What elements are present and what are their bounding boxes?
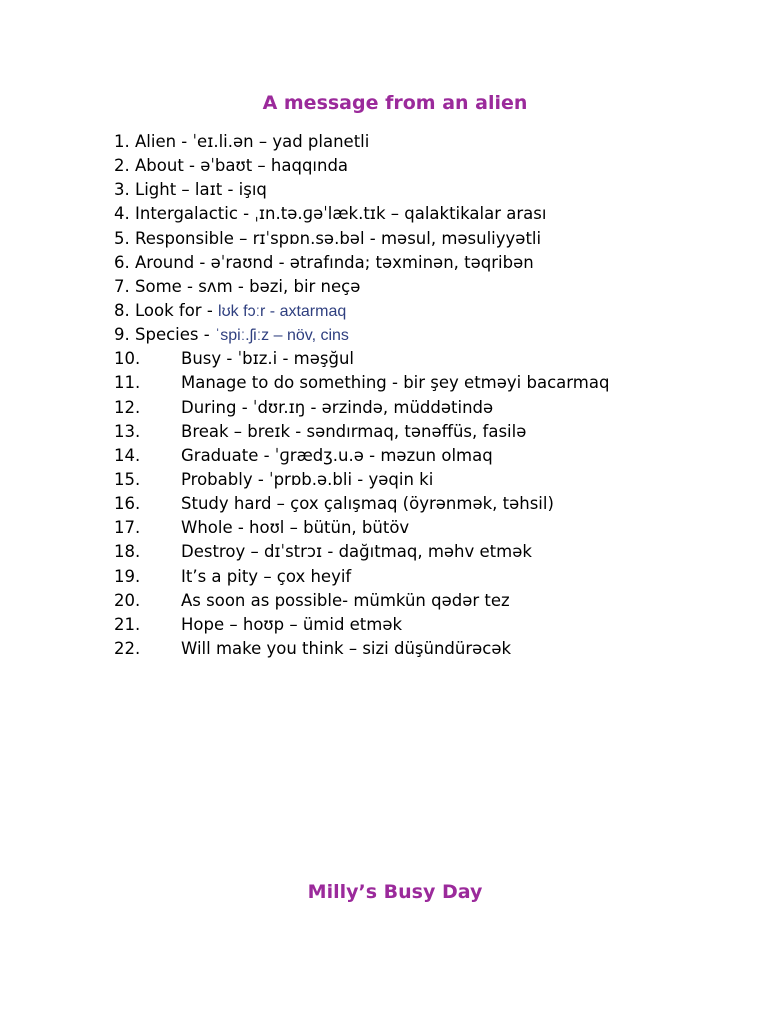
item-text: Break – breɪk - səndırmaq, tənəffüs, fasilə [181,421,527,441]
section-title: Milly’s Busy Day [307,881,483,903]
item-number: 14. [114,445,141,465]
vocabulary-list [114,130,609,661]
vocab-item [114,396,609,420]
item-text: Alien - ˈeɪ.li.ən – yad planetli [135,132,370,151]
vocab-item [114,420,609,444]
vocab-item [114,347,609,371]
item-number: 6. [114,252,130,272]
vocab-item [114,154,609,178]
vocab-item [114,516,609,540]
item-text-alt: lʊk fɔːr - axtarmaq [218,302,347,320]
vocab-item [114,299,609,323]
item-number: 8. [114,300,130,320]
item-text-alt: ˈspiː.ʃiːz – növ, cins [214,327,349,345]
item-text: Busy - ˈbɪz.i - məşğul [181,349,354,369]
vocab-item [114,613,609,637]
item-text: Responsible – rɪˈspɒn.sə.bəl - məsul, məsuliyyətli [135,228,542,248]
item-text: Hope – hoʊp – ümid etmək [181,614,403,634]
item-text: Intergalactic - ˌɪn.tə.ɡəˈlæk.tɪk – qalaktikalar arası [135,204,547,224]
item-number: 15. [114,469,141,489]
vocab-item [114,589,609,613]
item-number: 1. [114,132,130,151]
item-number: 20. [114,590,141,610]
item-number: 17. [114,518,141,538]
item-number: 13. [114,421,141,441]
item-number: 12. [114,397,141,417]
item-text: Manage to do something - bir şey etməyi bacarmaq [181,373,610,393]
item-number: 5. [114,228,130,248]
vocab-item [114,323,609,347]
vocab-item [114,540,609,564]
vocab-item [114,130,609,154]
item-number: 11. [114,373,141,393]
vocab-item [114,275,609,299]
item-text: Destroy – dɪˈstrɔɪ - dağıtmaq, məhv etmək [181,542,532,562]
item-number: 9. [114,325,130,345]
vocab-item [114,178,609,202]
item-text: During - ˈdʊr.ɪŋ - ərzində, müddətində [181,397,494,417]
item-text: About - əˈbaʊt – haqqında [135,156,349,176]
item-number: 18. [114,542,141,562]
vocab-item [114,202,609,226]
item-number: 21. [114,614,141,634]
item-number: 3. [114,180,130,200]
item-text: Study hard – çox çalışmaq (öyrənmək, təhsil) [181,494,554,514]
vocab-item [114,492,609,516]
vocab-item [114,371,609,395]
item-number: 16. [114,494,141,514]
item-text: Around - əˈraʊnd - ətrafında; təxminən, təqribən [135,252,534,272]
item-number: 2. [114,156,130,176]
item-number: 4. [114,204,130,224]
item-number: 19. [114,566,141,586]
item-text: Will make you think – sizi düşündürəcək [181,638,512,658]
vocab-item [114,565,609,589]
item-text: Species - [135,325,215,345]
vocab-item [114,251,609,275]
item-text: Some - sʌm - bəzi, bir neçə [135,276,361,296]
item-text: Graduate - ˈɡrædʒ.u.ə - məzun olmaq [181,445,493,465]
item-text: As soon as possible- mümkün qədər tez [181,590,510,610]
vocab-item [114,637,609,661]
item-text: Probably - ˈprɒb.ə.bli - yəqin ki [181,469,434,489]
item-number: 10. [114,349,141,369]
item-text: Light – laɪt - işıq [135,180,267,200]
item-text: Look for - [135,300,219,320]
item-text: It’s a pity – çox heyif [181,566,352,586]
vocab-item [114,468,609,492]
item-number: 22. [114,638,141,658]
item-number: 7. [114,276,130,296]
item-text: Whole - hoʊl – bütün, bütöv [181,518,410,538]
document-title: A message from an alien [262,92,528,114]
vocab-item [114,444,609,468]
vocab-item [114,227,609,251]
